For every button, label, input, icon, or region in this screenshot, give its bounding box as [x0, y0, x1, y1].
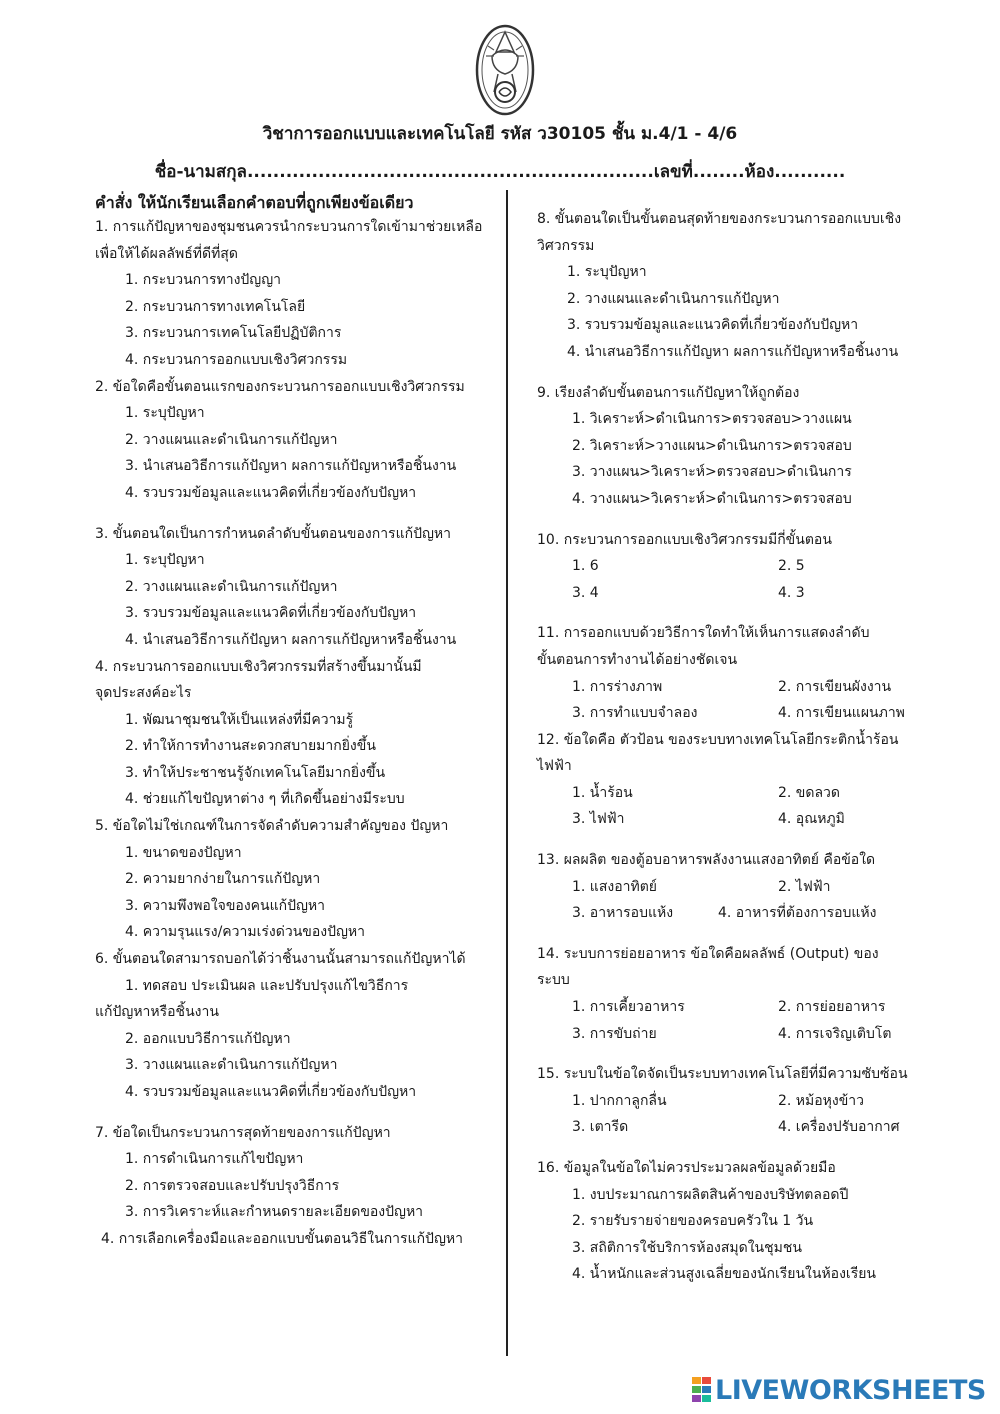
option[interactable]: 1. ระบุปัญหา	[125, 552, 205, 569]
option[interactable]: 4. อาหารที่ต้องการอบแห้ง	[718, 905, 877, 922]
question-text: วิศวกรรม	[537, 237, 595, 254]
option[interactable]: 1. การเคี้ยวอาหาร	[572, 999, 685, 1016]
liveworksheets-logo-icon	[692, 1377, 712, 1403]
question-7	[95, 1120, 495, 1253]
option[interactable]: 4. รวบรวมข้อมูลและแนวคิดที่เกี่ยวข้องกับปัญหา	[125, 484, 417, 501]
option[interactable]: 3. วางแผน>วิเคราะห์>ตรวจสอบ>ดำเนินการ	[572, 464, 852, 481]
question-4	[95, 654, 495, 814]
option[interactable]: 3. การทำแบบจำลอง	[572, 705, 698, 722]
brand-text: LIVEWORKSHEETS	[715, 1374, 986, 1406]
option[interactable]: 2. กระบวนการทางเทคโนโลยี	[125, 298, 306, 315]
option[interactable]: 2. 5	[778, 558, 805, 575]
name-line: ชื่อ-นามสกุล...............................................................เลขที่........ห้อง...........	[154, 162, 846, 182]
option[interactable]: 4. การเขียนแผนภาพ	[778, 705, 905, 722]
option[interactable]: 3. วางแผนและดำเนินการแก้ปัญหา	[125, 1057, 338, 1074]
option[interactable]: 1. ระบุปัญหา	[567, 264, 647, 281]
question-text: ระบบ	[537, 972, 570, 989]
option[interactable]: 2. การตรวจสอบและปรับปรุงวิธีการ	[125, 1177, 340, 1194]
column-divider	[506, 190, 508, 1356]
option[interactable]: 3. 4	[572, 584, 599, 601]
option[interactable]: 1. งบประมาณการผลิตสินค้าของบริษัทตลอดปี	[572, 1186, 849, 1203]
option[interactable]: 1. ทดสอบ ประเมินผล และปรับปรุงแก้ไขวิธีการ	[125, 977, 409, 994]
option[interactable]: 4. เครื่องปรับอากาศ	[778, 1119, 900, 1136]
question-text: 1. การแก้ปัญหาของชุมชนควรนำกระบวนการใดเข้ามาช่วยเหลือ	[95, 219, 483, 235]
option[interactable]: 1. แสงอาทิตย์	[572, 878, 658, 895]
page-title: วิชาการออกแบบและเทคโนโลยี รหัส ว30105 ชั้น ม.4/1 - 4/6	[262, 124, 738, 144]
option[interactable]: 2. วางแผนและดำเนินการแก้ปัญหา	[567, 290, 780, 307]
question-15	[537, 1061, 917, 1141]
option[interactable]: 1. การร่างภาพ	[572, 678, 663, 695]
question-9	[537, 380, 917, 513]
option[interactable]: 2. การย่อยอาหาร	[778, 999, 886, 1016]
question-text: 3. ขั้นตอนใดเป็นการกำหนดลำดับขั้นตอนของการแก้ปัญหา	[95, 525, 451, 542]
option[interactable]: 1. ขนาดของปัญหา	[125, 844, 242, 861]
left-column	[95, 214, 495, 1253]
question-14	[537, 941, 917, 1047]
question-text: เพื่อให้ได้ผลลัพธ์ที่ดีที่สุด	[95, 245, 238, 262]
instruction: คำสั่ง ให้นักเรียนเลือกคำตอบที่ถูกเพียงข้อเดียว	[95, 193, 414, 212]
question-text: 2. ข้อใดคือขั้นตอนแรกของกระบวนการออกแบบเชิงวิศวกรรม	[95, 378, 465, 395]
option[interactable]: 3. กระบวนการเทคโนโลยีปฏิบัติการ	[125, 325, 342, 342]
option[interactable]: 4. ช่วยแก้ไขปัญหาต่าง ๆ ที่เกิดขึ้นอย่างมีระบบ	[125, 791, 405, 808]
question-text: 4. กระบวนการออกแบบเชิงวิศวกรรมที่สร้างขึ้นมานั้นมี	[95, 658, 422, 675]
option[interactable]: 4. น้ำหนักและส่วนสูงเฉลี่ยของนักเรียนในห้องเรียน	[572, 1266, 876, 1283]
option[interactable]: 1. ปากกาลูกลื่น	[572, 1092, 667, 1109]
option[interactable]: 4. 3	[778, 584, 805, 601]
option[interactable]: 4. รวบรวมข้อมูลและแนวคิดที่เกี่ยวข้องกับปัญหา	[125, 1084, 417, 1100]
option[interactable]: 2. ออกแบบวิธีการแก้ปัญหา	[125, 1030, 291, 1047]
option[interactable]: 3. ทำให้ประชาชนรู้จักเทคโนโลยีมากยิ่งขึ้น	[125, 764, 386, 781]
question-text: 10. กระบวนการออกแบบเชิงวิศวกรรมมีกี่ขั้นตอน	[537, 531, 832, 548]
question-6	[95, 946, 495, 1106]
question-text: ขั้นตอนการทำงานได้อย่างชัดเจน	[537, 651, 738, 668]
option[interactable]: 1. พัฒนาชุมชนให้เป็นแหล่งที่มีความรู้	[125, 711, 354, 728]
option[interactable]: 4. นำเสนอวิธีการแก้ปัญหา ผลการแก้ปัญหาหรือชิ้นงาน	[567, 343, 899, 360]
option[interactable]: 4. วางแผน>วิเคราะห์>ดำเนินการ>ตรวจสอบ	[572, 490, 852, 507]
question-11	[537, 620, 917, 726]
question-16	[537, 1155, 917, 1288]
question-text: 16. ข้อมูลในข้อใดไม่ควรประมวลผลข้อมูลด้วยมือ	[537, 1160, 836, 1176]
liveworksheets-brand[interactable]	[692, 1374, 986, 1406]
option[interactable]: 3. การวิเคราะห์และกำหนดรายละเอียดของปัญหา	[125, 1204, 424, 1221]
option[interactable]: 3. ไฟฟ้า	[572, 811, 625, 828]
question-text: 11. การออกแบบด้วยวิธีการใดทำให้เห็นการแสดงลำดับ	[537, 625, 870, 642]
option[interactable]: 1. น้ำร้อน	[572, 784, 633, 801]
question-text: 5. ข้อใดไม่ใช่เกณฑ์ในการจัดลำดับความสำคัญของ ปัญหา	[95, 818, 449, 835]
option[interactable]: 2. ไฟฟ้า	[778, 878, 831, 895]
option[interactable]: 1. วิเคราะห์>ดำเนินการ>ตรวจสอบ>วางแผน	[572, 411, 852, 428]
option[interactable]: 2. ความยากง่ายในการแก้ปัญหา	[125, 871, 321, 888]
question-text: ไฟฟ้า	[537, 758, 572, 775]
option[interactable]: 4. การเลือกเครื่องมือและออกแบบขั้นตอนวิธีในการแก้ปัญหา	[101, 1230, 463, 1247]
option[interactable]: 2. วางแผนและดำเนินการแก้ปัญหา	[125, 431, 338, 448]
option[interactable]: 2. การเขียนผังงาน	[778, 678, 892, 695]
option[interactable]: 4. ความรุนแรง/ความเร่งด่วนของปัญหา	[125, 924, 366, 941]
question-text: 8. ขั้นตอนใดเป็นขั้นตอนสุดท้ายของกระบวนการออกแบบเชิง	[537, 211, 902, 227]
question-1	[95, 214, 495, 374]
question-text: 15. ระบบในข้อใดจัดเป็นระบบทางเทคโนโลยีที่มีความซับซ้อน	[537, 1066, 908, 1083]
option[interactable]: 1. ระบุปัญหา	[125, 405, 205, 422]
right-column	[537, 206, 917, 1288]
option[interactable]: 3. นำเสนอวิธีการแก้ปัญหา ผลการแก้ปัญหาหรือชิ้นงาน	[125, 458, 457, 475]
question-2	[95, 374, 495, 507]
option[interactable]: 2. หม้อหุงข้าว	[778, 1092, 865, 1109]
option[interactable]: 2. วิเคราะห์>วางแผน>ดำเนินการ>ตรวจสอบ	[572, 437, 852, 454]
question-text: 12. ข้อใดคือ ตัวป้อน ของระบบทางเทคโนโลยีกระติกน้ำร้อน	[537, 731, 899, 748]
option-continuation: แก้ปัญหาหรือชิ้นงาน	[95, 1004, 219, 1021]
school-emblem-icon	[474, 22, 536, 118]
question-text: 7. ข้อใดเป็นกระบวนการสุดท้ายของการแก้ปัญหา	[95, 1124, 391, 1141]
option[interactable]: 3. ความพึงพอใจของคนแก้ปัญหา	[125, 897, 326, 914]
question-text: 6. ขั้นตอนใดสามารถบอกได้ว่าชิ้นงานนั้นสามารถแก้ปัญหาได้	[95, 951, 466, 968]
option[interactable]: 2. ขดลวด	[778, 784, 841, 801]
option[interactable]: 4. นำเสนอวิธีการแก้ปัญหา ผลการแก้ปัญหาหรือชิ้นงาน	[125, 631, 457, 648]
option[interactable]: 3. รวบรวมข้อมูลและแนวคิดที่เกี่ยวข้องกับปัญหา	[125, 605, 417, 622]
option[interactable]: 1. กระบวนการทางปัญญา	[125, 272, 282, 289]
option[interactable]: 4. กระบวนการออกแบบเชิงวิศวกรรม	[125, 351, 348, 368]
question-13	[537, 847, 917, 927]
question-text: จุดประสงค์อะไร	[95, 685, 192, 702]
option[interactable]: 2. วางแผนและดำเนินการแก้ปัญหา	[125, 578, 338, 595]
question-10	[537, 527, 917, 607]
option[interactable]: 3. รวบรวมข้อมูลและแนวคิดที่เกี่ยวข้องกับปัญหา	[567, 317, 859, 334]
option[interactable]: 3. สถิติการใช้บริการห้องสมุดในชุมชน	[572, 1239, 802, 1256]
option[interactable]: 1. การดำเนินการแก้ไขปัญหา	[125, 1151, 304, 1168]
question-text: 13. ผลผลิต ของตู้อบอาหารพลังงานแสงอาทิตย์ คือข้อใด	[537, 852, 876, 869]
question-text: 14. ระบบการย่อยอาหาร ข้อใดคือผลลัพธ์ (Output) ของ	[537, 945, 879, 962]
option[interactable]: 1. 6	[572, 558, 599, 575]
question-5	[95, 813, 495, 946]
option[interactable]: 3. การขับถ่าย	[572, 1025, 657, 1042]
question-3	[95, 521, 495, 654]
option[interactable]: 3. เตารีด	[572, 1119, 629, 1136]
option[interactable]: 4. อุณหภูมิ	[778, 811, 845, 828]
option[interactable]: 3. อาหารอบแห้ง	[572, 905, 674, 922]
question-8	[537, 206, 917, 366]
option[interactable]: 4. การเจริญเติบโต	[778, 1025, 892, 1042]
option[interactable]: 2. ทำให้การทำงานสะดวกสบายมากยิ่งขึ้น	[125, 738, 376, 755]
option[interactable]: 2. รายรับรายจ่ายของครอบครัวใน 1 วัน	[572, 1213, 814, 1230]
question-12	[537, 727, 917, 833]
question-text: 9. เรียงลำดับขั้นตอนการแก้ปัญหาให้ถูกต้อง	[537, 384, 800, 401]
